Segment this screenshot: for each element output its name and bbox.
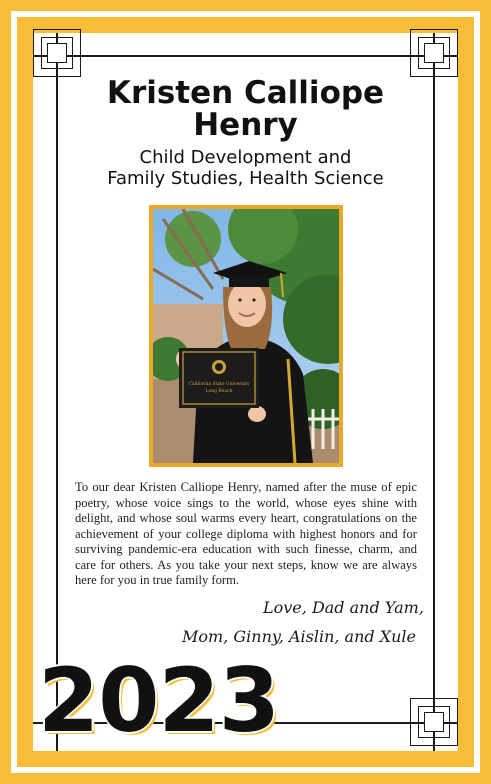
diploma-text-line2: Long Beach xyxy=(205,389,233,394)
degree-line1: Child Development and xyxy=(139,147,352,168)
frame-line-top xyxy=(33,55,458,57)
graduate-name-line1: Kristen Calliope xyxy=(106,75,385,111)
corner-ornament-top-right xyxy=(410,29,458,77)
congratulations-message: To our dear Kristen Calliope Henry, named after the muse of epic poetry, whose voice sings to the world, whose eyes shine with delight, and whose soul warms every heart, congratulations on the achievement of your college diploma with highest honors and for surviving pandemic-era education with such finesse, charm, and care for others. As you take your next steps, know we are always here for you in true family form. xyxy=(75,480,417,587)
frame-line-right xyxy=(433,33,435,751)
corner-ornament-bottom-right xyxy=(410,698,458,746)
signature-line1: Love, Dad and Yam, xyxy=(263,598,424,617)
signature-line2: Mom, Ginny, Aislin, and Xule xyxy=(182,627,416,646)
photo-frame xyxy=(149,205,343,467)
corner-ornament-top-left xyxy=(33,29,81,77)
frame-line-left xyxy=(56,33,58,751)
graduate-name-line2: Henry xyxy=(193,107,298,143)
degree-line2: Family Studies, Health Science xyxy=(107,168,384,189)
diploma-text-line1: California State University xyxy=(188,382,250,387)
graduation-year: 2023 xyxy=(38,649,279,752)
graduate-photo xyxy=(153,209,339,463)
